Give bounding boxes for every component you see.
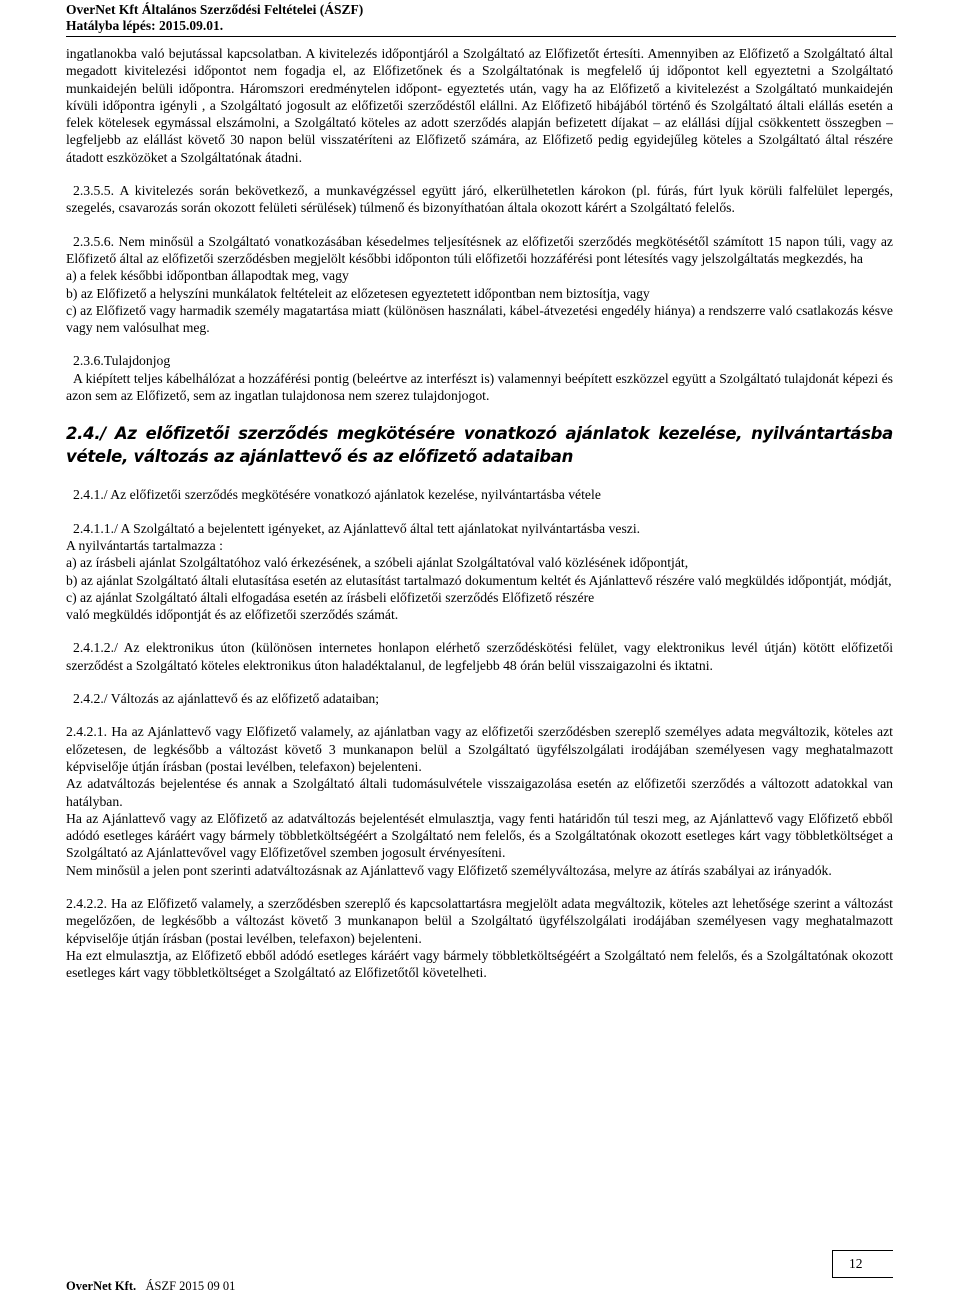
paragraph-2-3-6-heading: 2.3.6.Tulajdonjog	[73, 353, 171, 369]
document-body	[66, 45, 893, 981]
header-effective-date: Hatályba lépés: 2015.09.01.	[66, 18, 224, 33]
page-header	[66, 2, 896, 34]
list-item: c) az Előfizető vagy harmadik személy magatartása miatt (különösen használati, kábel-átvezetési engedély hiánya) a rendszerre való csatlakozás késve vagy nem valósulhat meg.	[66, 302, 893, 336]
section-heading-2-4: 2.4./ Az előfizetői szerződés megkötésére vonatkozó ajánlatok kezelése, nyilvántartásba vétele, változás az ajánlattevő és az előfizető adataiban	[66, 424, 893, 467]
paragraph-2-4-1: 2.4.1./ Az előfizetői szerződés megkötésére vonatkozó ajánlatok kezelése, nyilvántartásba vétele	[73, 487, 601, 503]
paragraph: Ha az Ajánlattevő vagy az Előfizető az adatváltozás bejelentését elmulasztja, vagy fenti határidőn túl teszi meg, az Ajánlattevő vagy Előfizető ebből adódó esetleges káráért vagy bármely többletköltségéért a Szolgáltató nem felelős, és a Szolgáltatónak okozott esetleges kárt vagy többletköltséget a Szolgáltató az Ajánlattevővel vagy Előfizetővel szemben jogosult érvényesíteni.	[66, 810, 893, 861]
paragraph-2-4-1-1: 2.4.1.1./ A Szolgáltató a bejelentett igényeket, az Ajánlattevő által tett ajánlatokat nyilvántartásba veszi.	[73, 520, 641, 536]
footer-document-id: ÁSZF 2015 09 01	[145, 1279, 236, 1293]
list-item: c) az ajánlat Szolgáltató általi elfogadása esetén az írásbeli előfizetői szerződés Előfizető részére	[66, 589, 595, 605]
list-item: a) az írásbeli ajánlat Szolgáltatóhoz való érkezésének, a szóbeli ajánlat Szolgáltatóval való közlésének időpontját,	[66, 555, 689, 571]
paragraph-2-4-2: 2.4.2./ Változás az ajánlattevő és az előfizető adataiban;	[73, 691, 380, 707]
page-number: 12	[849, 1256, 863, 1271]
list-item: b) az ajánlat Szolgáltató általi elutasítása esetén az elutasítást tartalmazó dokumentum keltét és Ajánlattevő részére való megküldés időpontját, módját,	[66, 572, 892, 588]
paragraph-2-4-2-1: 2.4.2.1. Ha az Ajánlattevő vagy Előfizető valamely, az ajánlatban vagy az előfizetői szerződésben szereplő személyes adata megváltozik, köteles azt előzetesen, de legkésőbb a változást követő 3 munkanapon belül a Szolgáltató ügyfélszolgálati irodájában személyesen vagy meghatalmazott képviselője útján írásban (postai levélben, telefaxon) bejelenteni.	[66, 724, 893, 774]
page-number-box	[832, 1250, 893, 1278]
list-item: b) az Előfizető a helyszíni munkálatok feltételeit az előzetesen egyeztetett időpontban nem biztosítja, vagy	[66, 285, 650, 301]
list-item: a) a felek későbbi időpontban állapodtak meg, vagy	[66, 268, 349, 284]
paragraph: A nyilvántartás tartalmazza :	[66, 537, 223, 553]
page-footer	[66, 1279, 235, 1293]
paragraph-2-3-6: A kiépített teljes kábelhálózat a hozzáférési pontig (beleértve az interfészt is) valamennyi beépített eszközzel együtt a Szolgáltató tulajdonát képezi és azon sem az Előfizető, sem az ingatlan tulajdonosa nem szerez tulajdonjogot.	[66, 370, 893, 404]
paragraph: való megküldés időpontját és az előfizetői szerződés számát.	[66, 607, 399, 623]
paragraph: Az adatváltozás bejelentése és annak a Szolgáltató általi tudomásulvétele visszaigazolása esetén az előfizetői szerződés a változott adatokkal van hatályban.	[66, 776, 893, 809]
paragraph-2-4-1-2: 2.4.1.2./ Az elektronikus úton (különösen internetes honlapon elérhető szerződéskötési felület, vagy elektronikus levél útján) kötött előfizetői szerződést a Szolgáltató köteles elektronikus úton haladéktalanul, de legfeljebb 48 órán belül visszaigazolni és iktatni.	[66, 640, 893, 673]
paragraph: ingatlanokba való bejutással kapcsolatban. A kivitelezés időpontjáról a Szolgáltató az Előfizetőt értesíti. Amennyiben az Előfizető a Szolgáltató által megadott kivitelezési időpontot nem fogadja el, az Előfizetőnek és a Szolgáltatónak is megfelelő új időpontot kell egyeztetni a Szolgáltató munkaidején belüli időpontra. Háromszori eredménytelen időpont- egyeztetés után, vagy ha az Előfizető a kivitelezést a Szolgáltató munkaidején kívüli időpontra igényli , a Szolgáltató jogosult az előfizetői szerződéstől elállni. Az Előfizető hibájából történő és Szolgáltató általi elállás esetén a felek kötelesek egymással elszámolni, a Szolgáltató köteles az adott szerződés alapján befizetett díjakat – az elállási díjjal csökkentett összegben – legfeljebb az elállást követő 30 napon belül visszatéríteni az Előfizető számára, az Előfizető pedig egyidejűleg köteles a Szolgáltató által részére átadott eszközöket a Szolgáltatónak átadni.	[66, 46, 893, 165]
header-divider	[66, 36, 896, 37]
paragraph-2-4-2-2: 2.4.2.2. Ha az Előfizető valamely, a szerződésben szereplő és kapcsolattartásra megjelölt adata megváltozik, köteles azt lehetősége szerint a változást megelőzően, de legkésőbb a változást követő 3 munkanapon belül a Szolgáltató ügyfélszolgálati irodájában személyesen vagy meghatalmazott képviselője útján írásban (postai levélben, telefaxon) bejelenteni.	[66, 895, 893, 946]
footer-company: OverNet Kft.	[66, 1279, 137, 1293]
paragraph: Ha ezt elmulasztja, az Előfizető ebből adódó esetleges káráért vagy bármely többletköltségéért a Szolgáltató nem felelős, és a Szolgáltatónak okozott esetleges kárt vagy többletköltséget a Szolgáltató az Előfizetőtől követelheti.	[66, 947, 893, 981]
paragraph: Nem minősül a jelen pont szerinti adatváltozásnak az Ajánlattevő vagy Előfizető személyváltozása, melyre az átírás szabályai az irányadók.	[66, 862, 832, 878]
header-title: OverNet Kft Általános Szerződési Feltételei (ÁSZF)	[66, 2, 364, 17]
paragraph-2-3-5-6: 2.3.5.6. Nem minősül a Szolgáltató vonatkozásában késedelmes teljesítésnek az előfizetői szerződés megkötésétől számított 15 napon túli, vagy az Előfizető által az előfizetői szerződésben megjelölt későbbi időponton túli előfizetői hozzáférési pont létesítés vagy jelszolgáltatás megkezdés, ha	[66, 233, 893, 266]
paragraph-2-3-5-5: 2.3.5.5. A kivitelezés során bekövetkező, a munkavégzéssel együtt járó, elkerülhetetlen károkon (pl. fúrás, fúrt lyuk körüli falfelület lepergés, szegelés, csavarozás során okozott felületi sérülések) túlmenő és bizonyíthatóan általa okozott kárért a Szolgáltató felelős.	[66, 183, 893, 216]
